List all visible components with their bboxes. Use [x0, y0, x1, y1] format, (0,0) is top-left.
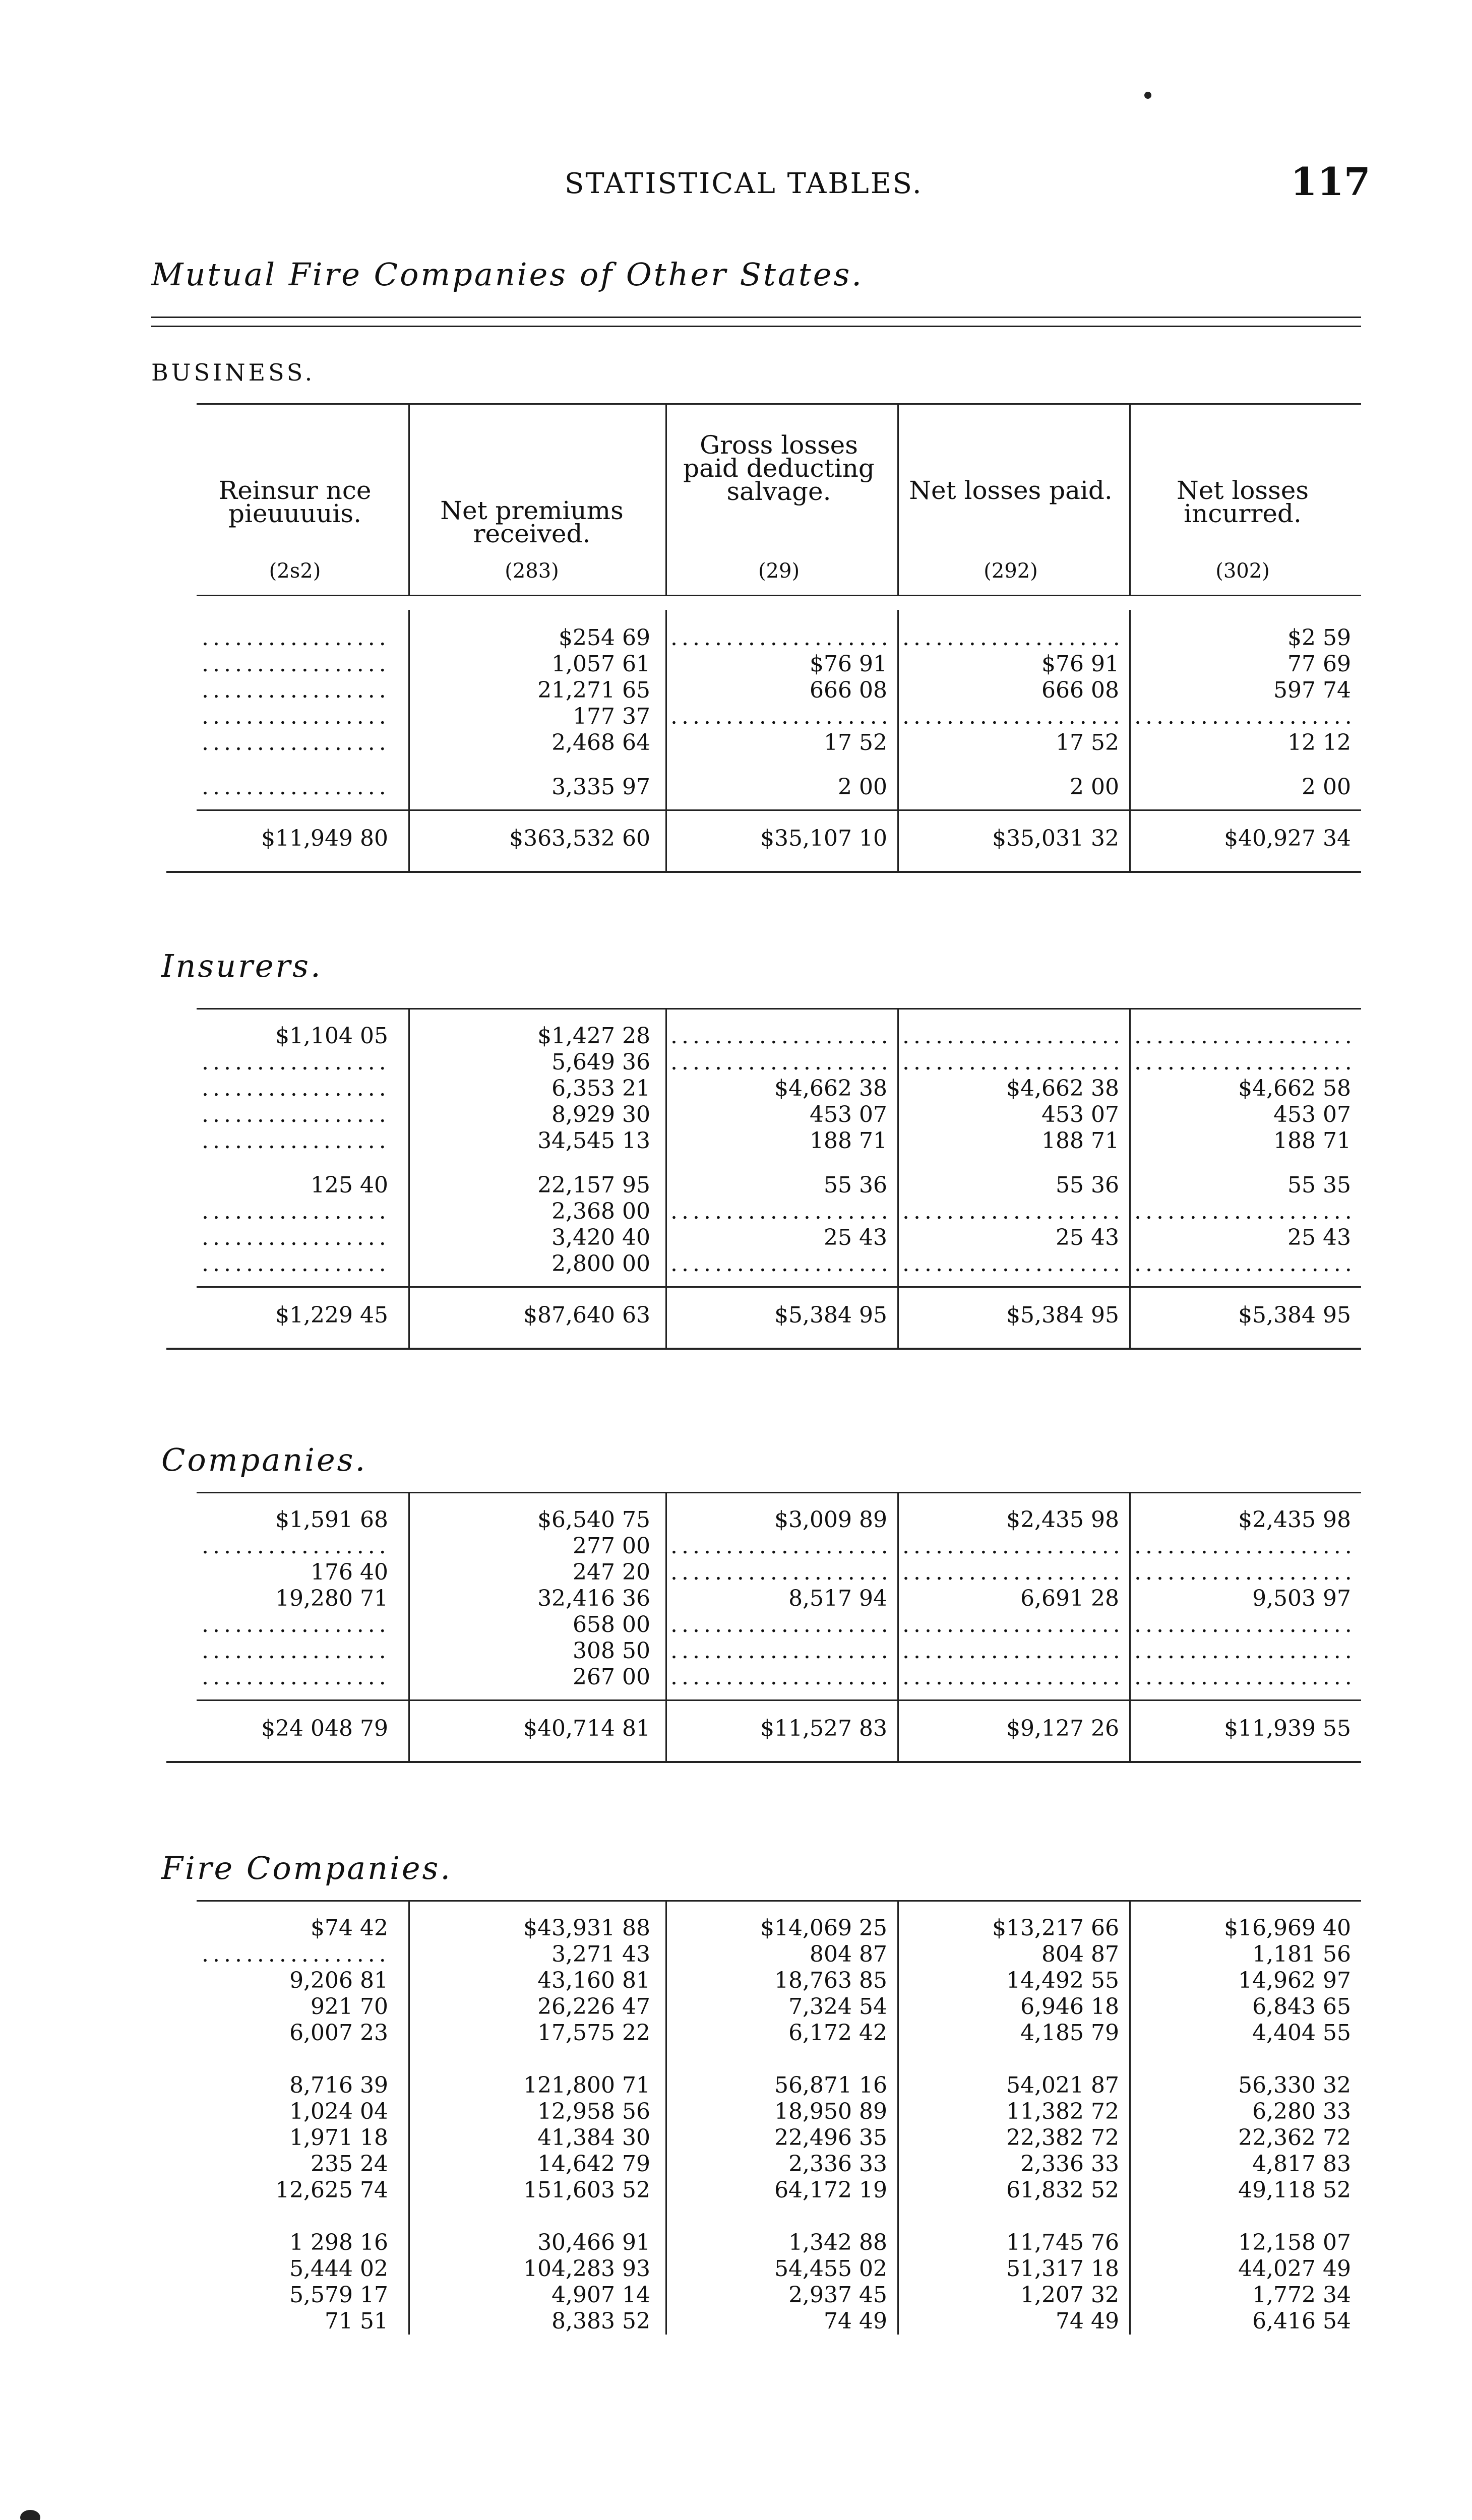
- column-number: (29): [758, 559, 800, 583]
- total-cell: $363,532 60: [509, 826, 650, 851]
- table-cell: 176 40: [311, 1559, 388, 1585]
- table-cell: 5,579 17: [289, 2282, 388, 2308]
- dot-leader: [202, 1612, 388, 1638]
- table-cell: 8,383 52: [551, 2308, 650, 2334]
- table-cell: 5,444 02: [289, 2256, 388, 2282]
- table-cell: $2,435 98: [1006, 1507, 1119, 1533]
- table-cell: 1,207 32: [1020, 2282, 1119, 2308]
- table-cell: 12,625 74: [275, 2177, 388, 2203]
- table-cell: 921 70: [311, 1994, 388, 2020]
- table-cell: 5,649 36: [551, 1049, 650, 1075]
- dot-leader: [670, 1023, 887, 1049]
- table-cell: $16,969 40: [1224, 1915, 1351, 1941]
- total-cell: $40,927 34: [1224, 826, 1351, 851]
- table-rule: [197, 1492, 1361, 1493]
- table-cell: 55 36: [824, 1172, 887, 1198]
- table-cell: 12 12: [1287, 730, 1351, 755]
- table-cell: 3,271 43: [551, 1941, 650, 1967]
- table-cell: 2,336 33: [788, 2151, 887, 2177]
- table-cell: $2 59: [1287, 625, 1351, 651]
- column-divider: [408, 1492, 410, 1761]
- table-cell: 6,843 65: [1252, 1994, 1351, 2020]
- table-cell: 2,937 45: [788, 2282, 887, 2308]
- table-cell: 6,416 54: [1252, 2308, 1351, 2334]
- table-cell: 6,691 28: [1020, 1586, 1119, 1611]
- table-cell: 7,324 54: [788, 1994, 887, 2020]
- column-divider: [897, 610, 899, 871]
- dot-leader: [202, 1638, 388, 1664]
- table-cell: 11,745 76: [1006, 2230, 1119, 2255]
- column-divider: [1129, 610, 1131, 871]
- total-cell: $24 048 79: [261, 1716, 388, 1741]
- table-cell: 44,027 49: [1238, 2256, 1351, 2282]
- table-cell: 77 69: [1287, 651, 1351, 677]
- table-cell: 34,545 13: [537, 1128, 650, 1154]
- dot-leader: [202, 1533, 388, 1559]
- table-cell: 188 71: [810, 1128, 887, 1154]
- dot-leader: [202, 625, 388, 651]
- table-cell: 32,416 36: [537, 1586, 650, 1611]
- dot-leader: [1134, 1199, 1351, 1225]
- table-cell: 121,800 71: [523, 2072, 650, 2098]
- dot-leader: [902, 1559, 1119, 1586]
- print-speck: [20, 2510, 40, 2520]
- table-cell: 6,172 42: [788, 2020, 887, 2046]
- table-cell: 1,342 88: [788, 2230, 887, 2255]
- table-cell: 2 00: [838, 774, 887, 800]
- table-cell: 56,871 16: [774, 2072, 887, 2098]
- table-cell: 17 52: [1056, 730, 1119, 755]
- table-cell: 2 00: [1070, 774, 1119, 800]
- total-cell: $87,640 63: [523, 1302, 650, 1328]
- dot-leader: [670, 1638, 887, 1664]
- dot-leader: [1134, 1049, 1351, 1076]
- dot-leader: [670, 625, 887, 651]
- table-cell: $254 69: [559, 625, 650, 651]
- column-divider: [1129, 403, 1131, 595]
- table-cell: $76 91: [810, 651, 887, 677]
- column-divider: [408, 1008, 410, 1348]
- dot-leader: [202, 1941, 388, 1968]
- table-cell: 1,772 34: [1252, 2282, 1351, 2308]
- column-divider: [897, 403, 899, 595]
- dot-leader: [670, 1612, 887, 1638]
- table-cell: 25 43: [1056, 1225, 1119, 1250]
- table-cell: 55 35: [1287, 1172, 1351, 1198]
- dot-leader: [202, 1076, 388, 1102]
- column-divider: [897, 1900, 899, 2335]
- column-divider: [897, 1492, 899, 1761]
- dot-leader: [902, 1251, 1119, 1277]
- table-cell: 125 40: [311, 1172, 388, 1198]
- table-cell: 235 24: [311, 2151, 388, 2177]
- table-cell: 4,404 55: [1252, 2020, 1351, 2046]
- total-cell: $35,031 32: [992, 826, 1119, 851]
- dot-leader: [670, 1251, 887, 1277]
- divider: [151, 326, 1361, 327]
- table-cell: 25 43: [824, 1225, 887, 1250]
- dot-leader: [202, 774, 388, 800]
- column-divider: [1129, 1492, 1131, 1761]
- table-rule: [166, 1348, 1361, 1350]
- table-rule: [197, 595, 1361, 596]
- table-cell: 188 71: [1273, 1128, 1351, 1154]
- table-cell: 12,958 56: [537, 2099, 650, 2124]
- column-number: (2s2): [269, 559, 321, 583]
- table-cell: 30,466 91: [537, 2230, 650, 2255]
- table-cell: 104,283 93: [523, 2256, 650, 2282]
- dot-leader: [202, 1128, 388, 1154]
- dot-leader: [202, 1225, 388, 1251]
- table-rule: [197, 1900, 1361, 1902]
- group-title: Companies.: [161, 1441, 367, 1478]
- dot-leader: [902, 625, 1119, 651]
- total-cell: $9,127 26: [1006, 1716, 1119, 1741]
- running-header: STATISTICAL TABLES.: [565, 167, 923, 200]
- table-cell: 43,160 81: [537, 1968, 650, 1993]
- total-cell: $5,384 95: [774, 1302, 887, 1328]
- dot-leader: [670, 1199, 887, 1225]
- table-cell: 4,817 83: [1252, 2151, 1351, 2177]
- table-cell: 4,907 14: [551, 2282, 650, 2308]
- table-cell: 17 52: [824, 730, 887, 755]
- table-cell: $1,427 28: [537, 1023, 650, 1049]
- table-cell: 9,206 81: [289, 1968, 388, 1993]
- table-cell: 74 49: [1056, 2308, 1119, 2334]
- dot-leader: [902, 1612, 1119, 1638]
- table-cell: $76 91: [1041, 651, 1119, 677]
- column-divider: [665, 610, 667, 871]
- table-cell: 61,832 52: [1006, 2177, 1119, 2203]
- group-title: Insurers.: [161, 948, 323, 984]
- table-cell: $4,662 58: [1238, 1076, 1351, 1101]
- table-cell: 8,517 94: [788, 1586, 887, 1611]
- column-divider: [1129, 1008, 1131, 1348]
- table-cell: 21,271 65: [537, 677, 650, 703]
- dot-leader: [202, 730, 388, 756]
- dot-leader: [902, 1023, 1119, 1049]
- table-cell: 19,280 71: [275, 1586, 388, 1611]
- table-cell: 453 07: [810, 1102, 887, 1127]
- table-cell: 1,057 61: [551, 651, 650, 677]
- table-cell: 1,971 18: [289, 2125, 388, 2151]
- dot-leader: [902, 1664, 1119, 1690]
- dot-leader: [670, 1559, 887, 1586]
- table-cell: 17,575 22: [537, 2020, 650, 2046]
- column-divider: [665, 1492, 667, 1761]
- table-cell: $43,931 88: [523, 1915, 650, 1941]
- total-cell: $11,939 55: [1224, 1716, 1351, 1741]
- dot-leader: [670, 704, 887, 730]
- table-cell: 666 08: [810, 677, 887, 703]
- table-rule: [197, 403, 1361, 405]
- table-cell: 56,330 32: [1238, 2072, 1351, 2098]
- table-cell: 247 20: [573, 1559, 650, 1585]
- table-cell: 453 07: [1041, 1102, 1119, 1127]
- table-cell: 22,157 95: [537, 1172, 650, 1198]
- column-divider: [897, 1008, 899, 1348]
- table-cell: 11,382 72: [1006, 2099, 1119, 2124]
- column-divider: [665, 1008, 667, 1348]
- column-header: Net losses incurred.: [1177, 476, 1309, 528]
- table-rule: [197, 1286, 1361, 1288]
- table-cell: 1 298 16: [289, 2230, 388, 2255]
- table-cell: 12,158 07: [1238, 2230, 1351, 2255]
- table-cell: 3,420 40: [551, 1225, 650, 1250]
- table-rule: [166, 871, 1361, 873]
- print-speck: [1144, 92, 1151, 99]
- table-cell: 6,353 21: [551, 1076, 650, 1101]
- table-cell: 2,468 64: [551, 730, 650, 755]
- table-cell: 8,929 30: [551, 1102, 650, 1127]
- total-cell: $11,527 83: [760, 1716, 887, 1741]
- dot-leader: [902, 704, 1119, 730]
- table-cell: 22,382 72: [1006, 2125, 1119, 2151]
- table-cell: 14,492 55: [1006, 1968, 1119, 1993]
- table-cell: 22,362 72: [1238, 2125, 1351, 2151]
- column-header: Gross losses paid deducting salvage.: [683, 430, 875, 506]
- table-cell: 41,384 30: [537, 2125, 650, 2151]
- dot-leader: [902, 1049, 1119, 1076]
- table-cell: $1,104 05: [275, 1023, 388, 1049]
- table-cell: 666 08: [1041, 677, 1119, 703]
- dot-leader: [902, 1533, 1119, 1559]
- dot-leader: [202, 1102, 388, 1128]
- table-cell: 151,603 52: [523, 2177, 650, 2203]
- column-divider: [408, 610, 410, 871]
- dot-leader: [202, 1664, 388, 1690]
- column-header: Net premiums received.: [440, 496, 624, 548]
- column-divider: [408, 403, 410, 595]
- table-cell: $74 42: [311, 1915, 388, 1941]
- column-header: Net losses paid.: [909, 476, 1113, 505]
- table-cell: 74 49: [824, 2308, 887, 2334]
- section-title: Mutual Fire Companies of Other States.: [151, 256, 864, 293]
- dot-leader: [902, 1638, 1119, 1664]
- table-cell: 453 07: [1273, 1102, 1351, 1127]
- dot-leader: [1134, 1612, 1351, 1638]
- table-cell: 18,950 89: [774, 2099, 887, 2124]
- table-cell: 14,642 79: [537, 2151, 650, 2177]
- table-cell: $1,591 68: [275, 1507, 388, 1533]
- divider: [151, 317, 1361, 318]
- table-cell: 51,317 18: [1006, 2256, 1119, 2282]
- table-cell: 49,118 52: [1238, 2177, 1351, 2203]
- dot-leader: [202, 1049, 388, 1076]
- dot-leader: [202, 1199, 388, 1225]
- dot-leader: [902, 1199, 1119, 1225]
- column-header: Reinsur nce pieuuuuis.: [218, 476, 372, 528]
- dot-leader: [1134, 1638, 1351, 1664]
- table-cell: $3,009 89: [774, 1507, 887, 1533]
- dot-leader: [1134, 704, 1351, 730]
- table-cell: 14,962 97: [1238, 1968, 1351, 1993]
- total-cell: $40,714 81: [523, 1716, 650, 1741]
- table-cell: 26,226 47: [537, 1994, 650, 2020]
- table-cell: $2,435 98: [1238, 1507, 1351, 1533]
- column-divider: [1129, 1900, 1131, 2335]
- total-cell: $11,949 80: [261, 826, 388, 851]
- table-rule: [197, 1699, 1361, 1701]
- table-cell: 18,763 85: [774, 1968, 887, 1993]
- table-cell: 3,335 97: [551, 774, 650, 800]
- table-cell: 54,021 87: [1006, 2072, 1119, 2098]
- dot-leader: [670, 1533, 887, 1559]
- table-cell: 71 51: [325, 2308, 388, 2334]
- dot-leader: [1134, 1533, 1351, 1559]
- table-cell: 54,455 02: [774, 2256, 887, 2282]
- table-cell: 6,280 33: [1252, 2099, 1351, 2124]
- table-cell: 177 37: [573, 704, 650, 729]
- total-cell: $35,107 10: [760, 826, 887, 851]
- total-cell: $1,229 45: [275, 1302, 388, 1328]
- table-cell: 1,024 04: [289, 2099, 388, 2124]
- dot-leader: [202, 651, 388, 677]
- dot-leader: [1134, 1559, 1351, 1586]
- dot-leader: [1134, 1023, 1351, 1049]
- table-cell: $13,217 66: [992, 1915, 1119, 1941]
- column-number: (283): [505, 559, 559, 583]
- column-divider: [665, 1900, 667, 2335]
- table-cell: 597 74: [1273, 677, 1351, 703]
- table-cell: 2,800 00: [551, 1251, 650, 1277]
- table-cell: 1,181 56: [1252, 1941, 1351, 1967]
- dot-leader: [670, 1049, 887, 1076]
- table-rule: [197, 809, 1361, 811]
- table-cell: 188 71: [1041, 1128, 1119, 1154]
- column-divider: [408, 1900, 410, 2335]
- table-cell: $4,662 38: [774, 1076, 887, 1101]
- total-cell: $5,384 95: [1238, 1302, 1351, 1328]
- dot-leader: [1134, 1251, 1351, 1277]
- table-cell: 308 50: [573, 1638, 650, 1664]
- total-cell: $5,384 95: [1006, 1302, 1119, 1328]
- table-cell: 804 87: [1041, 1941, 1119, 1967]
- table-cell: 658 00: [573, 1612, 650, 1637]
- page-number: 117: [1291, 159, 1371, 204]
- dot-leader: [1134, 1664, 1351, 1690]
- dot-leader: [670, 1664, 887, 1690]
- table-rule: [166, 1761, 1361, 1763]
- group-title: Fire Companies.: [161, 1850, 453, 1886]
- table-cell: 4,185 79: [1020, 2020, 1119, 2046]
- table-cell: 64,172 19: [774, 2177, 887, 2203]
- table-cell: 2,336 33: [1020, 2151, 1119, 2177]
- table-cell: 2 00: [1302, 774, 1351, 800]
- dot-leader: [202, 704, 388, 730]
- business-label: BUSINESS.: [151, 359, 316, 386]
- table-cell: $4,662 38: [1006, 1076, 1119, 1101]
- table-cell: 22,496 35: [774, 2125, 887, 2151]
- table-rule: [197, 1008, 1361, 1010]
- table-cell: 6,946 18: [1020, 1994, 1119, 2020]
- table-cell: 8,716 39: [289, 2072, 388, 2098]
- table-cell: 277 00: [573, 1533, 650, 1559]
- column-number: (292): [984, 559, 1038, 583]
- table-cell: $6,540 75: [537, 1507, 650, 1533]
- column-number: (302): [1215, 559, 1270, 583]
- table-cell: 9,503 97: [1252, 1586, 1351, 1611]
- table-cell: 55 36: [1056, 1172, 1119, 1198]
- table-cell: 25 43: [1287, 1225, 1351, 1250]
- dot-leader: [202, 677, 388, 704]
- table-cell: 267 00: [573, 1664, 650, 1690]
- column-divider: [665, 403, 667, 595]
- table-cell: $14,069 25: [760, 1915, 887, 1941]
- dot-leader: [202, 1251, 388, 1277]
- table-cell: 2,368 00: [551, 1199, 650, 1224]
- table-cell: 6,007 23: [289, 2020, 388, 2046]
- table-cell: 804 87: [810, 1941, 887, 1967]
